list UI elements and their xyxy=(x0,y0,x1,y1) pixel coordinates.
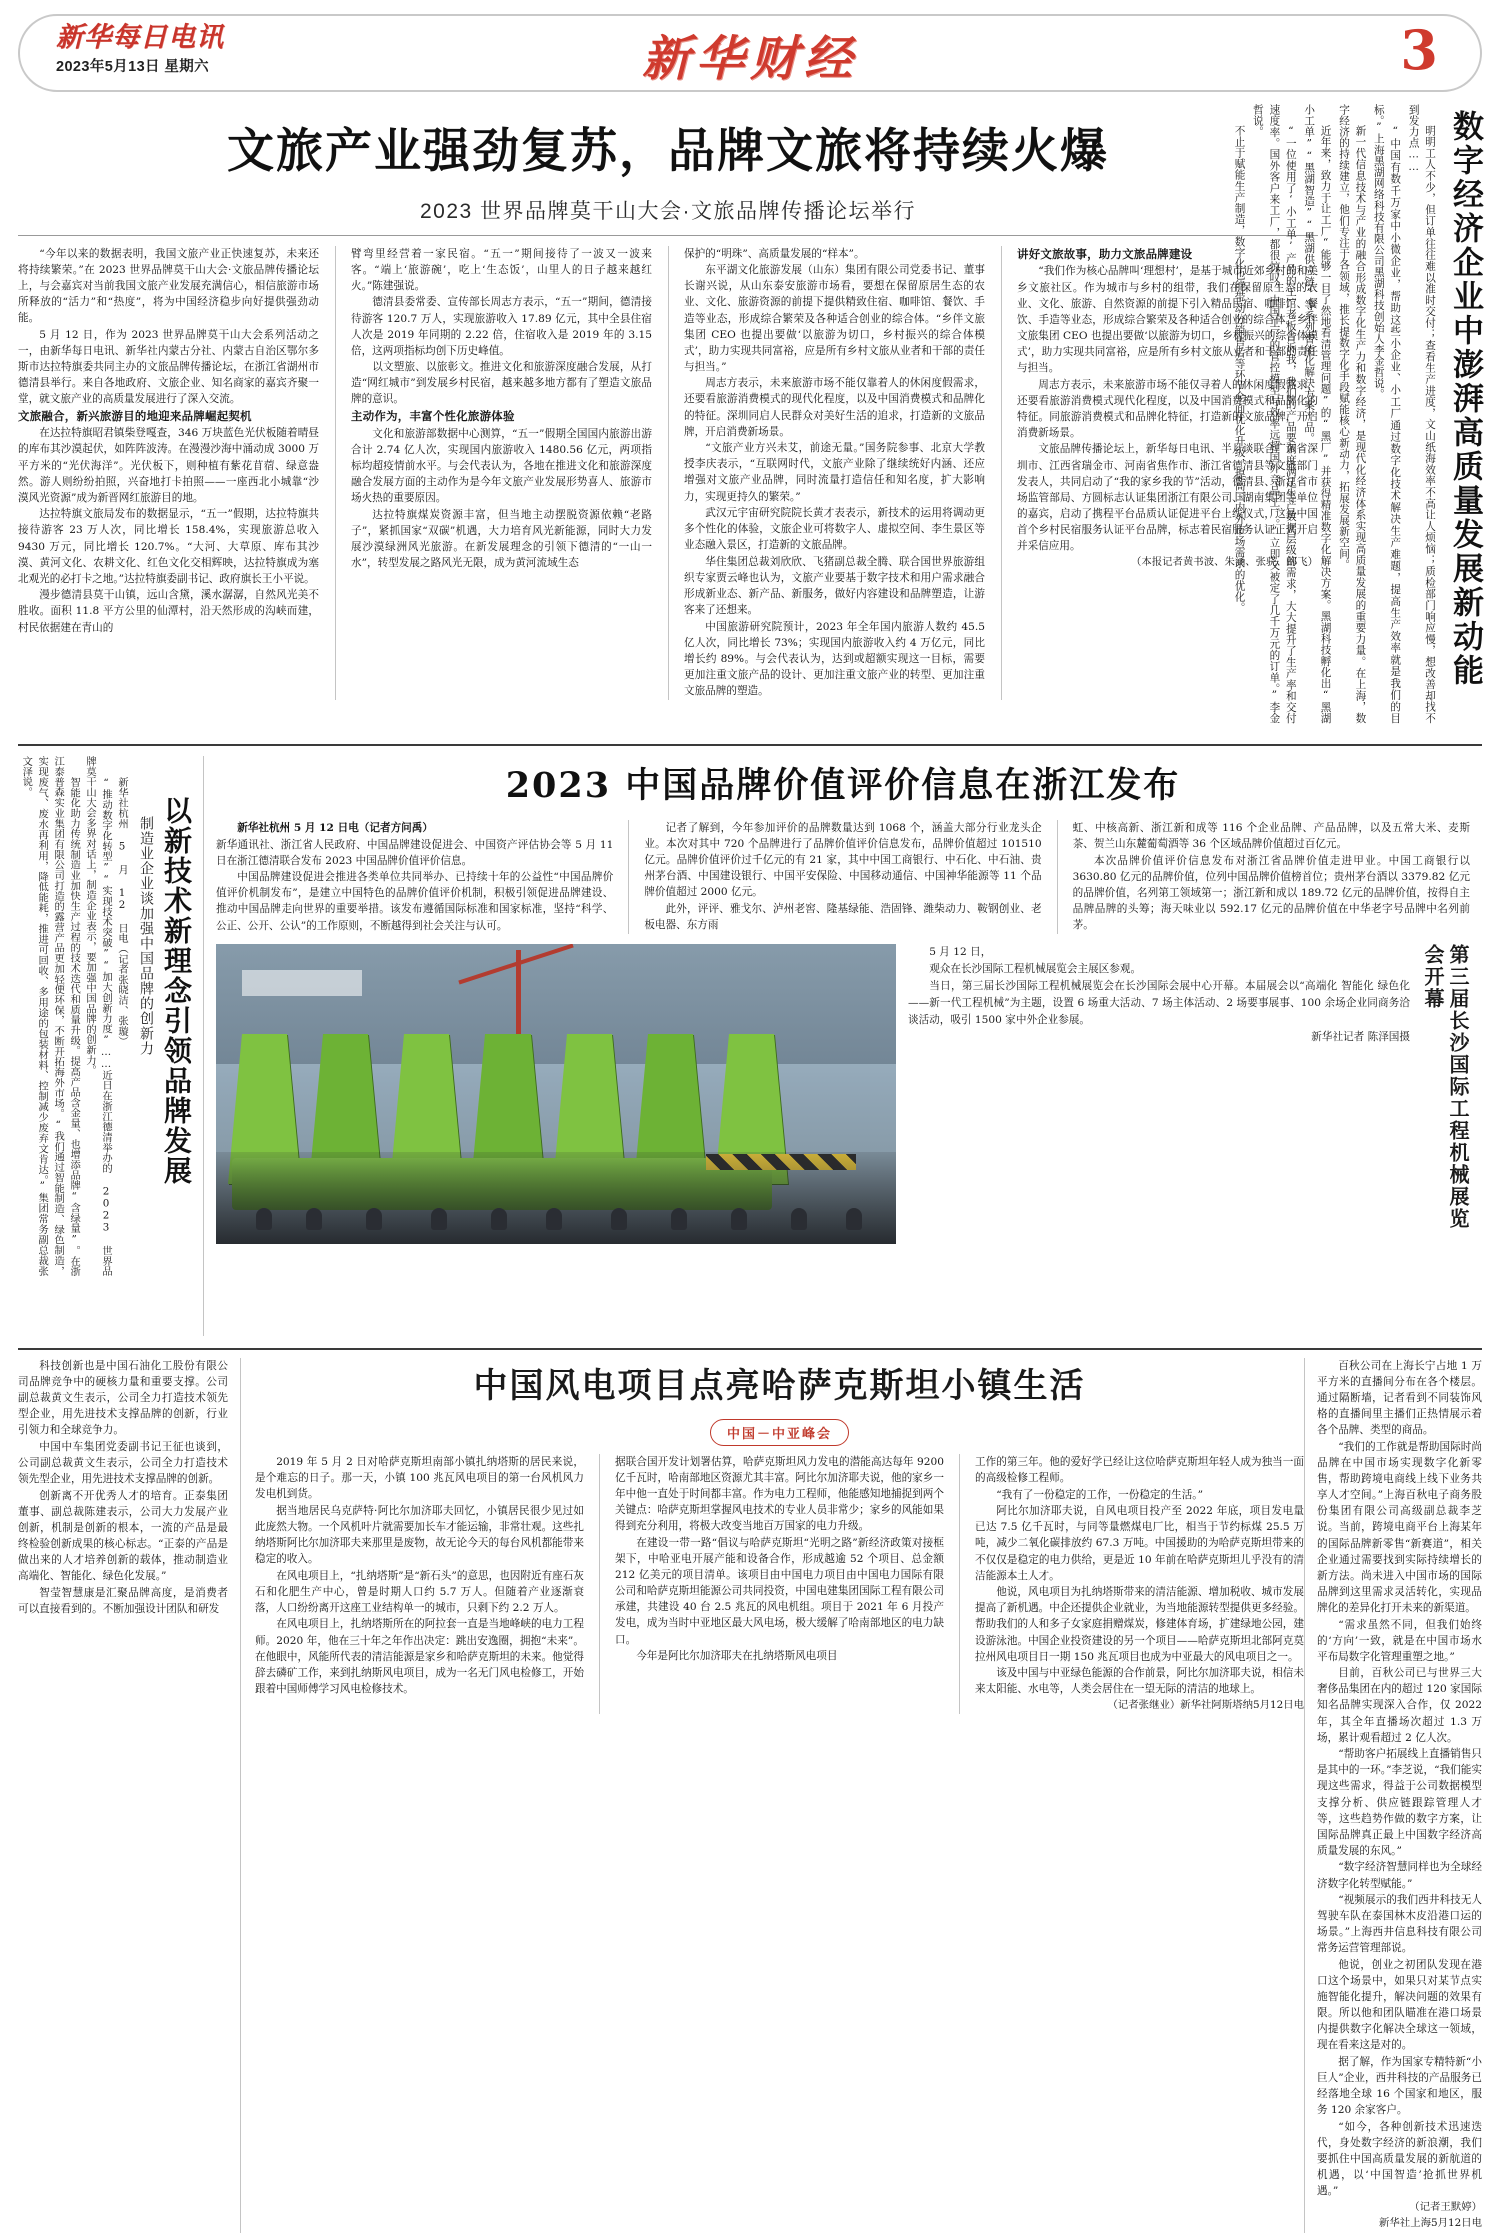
top-story-column-1 xyxy=(18,246,319,700)
right-rail-column-a xyxy=(1229,104,1438,724)
paragraph: 周志方表示，未来旅游市场不能仅靠着人的休闲度假需求，还要看旅游消费模式的现代化程度，以及中国消费模式和品牌化的特征。深圳同启人民群众对美好生活的追求，打造新的文旅品牌，开启消费新场景。 xyxy=(684,377,985,438)
photo-crowd xyxy=(216,1152,896,1244)
bottom-story-main xyxy=(241,1358,1304,2233)
photo-person xyxy=(731,1208,747,1230)
paragraph: 他说，创业之初团队发现在港口这个场景中，如果只对某节点实施智能化提升，解决问题的效果有限。所以他和团队瞄准在港口场景内提供数字化解决全球这一领域，现在看来这是对的。 xyxy=(1317,1958,1482,2052)
paragraph: 新华社杭州 5 月 12 日电（记者张晓洁、张璇） xyxy=(115,776,128,1046)
paragraph: “今年以来的数据表明，我国文旅产业正快速复苏，未来还将持续繁荣。”在 2023 世界品牌莫干山大会·文旅品牌传播论坛上，与会嘉宾对当前我国文旅产业发展充满信心，相信旅游市场所释放的“活力”和“热度”，将为中国经济稳步向好提供强劲动能。 xyxy=(18,247,319,324)
left-rail xyxy=(18,756,204,1336)
left-rail-column xyxy=(17,756,129,1276)
bottom-story-column-3 xyxy=(959,1454,1304,1714)
right-rail-headline: 数字经济企业中澎湃高质量发展新动能 xyxy=(1447,110,1483,688)
photo-person xyxy=(431,1208,447,1230)
paragraph: 虹、中核高新、浙江新和成等 116 个企业品牌、产品品牌，以及五常大米、麦斯茶、贺兰山东麓葡萄酒等 36 个区域品牌价值超过百亿元。 xyxy=(1072,822,1470,851)
top-story-subhead: 2023 世界品牌莫干山大会·文旅品牌传播论坛举行 xyxy=(419,199,917,223)
paragraph: “我们的工作就是帮助国际时尚品牌在中国市场实现数字化新零售，帮助跨境电商线上线下业务共享人才空间。”上海百秋电子商务股份集团有限公司高级副总裁李芝说。当前，跨境电商平台上海某年的国际品牌新零售“新赛道”，相关企业通过需要找到实际持续增长的新方法。尚未进入中国市场的国际品牌到这里需求灵活转化，实现品牌化的差异化打开未来的新渠道。 xyxy=(1317,1440,1482,1614)
paragraph: 臂弯里经营着一家民宿。“五一”期间接待了一波又一波来客。“端上‘旅游碗’，吃上‘生态饭’，山里人的日子越来越红火。”陈建强说。 xyxy=(351,247,652,292)
paragraph: 2019 年 5 月 2 日对哈萨克斯坦南部小镇扎纳塔斯的居民来说，是个难忘的日子。那一天，小镇 100 兆瓦风电项目的第一台风机风力发电机到货。 xyxy=(255,1456,584,1501)
paragraph: 科技创新也是中国石油化工股份有限公司品牌竞争中的硬核力量和重要支撑。公司副总裁黄文生表示，公司全力打造技术领先型企业，用先进技术支撑品牌的创新，行业引领力和全球竞争力。 xyxy=(18,1360,228,1437)
divider xyxy=(18,235,1318,236)
paragraph: “中国有数千万家中小微企业，帮助这些小企业、小工厂通过数字化技术解决生产难题，提高生产效率就是我们的目标。”上海黑湖网络科技有限公司黑湖科技创始人李金哲说。 xyxy=(1372,104,1402,724)
paragraph: 漫步德清县莫干山镇，远山含黛，溪水潺潺，自然风光美不胜收。面积 11.8 平方公里的仙潭村，沿天然形成的沟峡而建，村民依据建在青山的 xyxy=(18,589,319,634)
paragraph: 周志方表示，未来旅游市场不能仅寻着人的休闲度假需求，还要看旅游消费模式现代化程度，以及中国消费模式和品牌化的特征。同旅游消费模式和品牌化特征，打造新的文旅品牌，开启消费新场景。 xyxy=(1017,378,1318,439)
mid-band xyxy=(18,744,1482,1336)
left-rail-headline-group xyxy=(135,756,193,1336)
photo-person xyxy=(611,1208,627,1230)
mid-story-headline: 2023 中国品牌价值评价信息在浙江发布 xyxy=(505,765,1181,806)
paragraph: 此外，评评、雅戈尔、泸州老窖、隆基绿能、浩固锋、潍柴动力、鞍钢创业、老板电器、东方雨 xyxy=(644,902,1042,932)
article-credit: （记者王默婷） xyxy=(1409,2200,1482,2213)
paragraph: 中国品牌建设促进会推进各类单位共同举办、已持续十年的公益性“中国品牌价值评价机制发布”，是建立中国特色的品牌价值评价机制，积极引领促进品牌建设、推动中国品牌走向世界的重要举措。该发布遵循国际标准和国家标准，坚持“科学、公正、公开、公认”的工作原则，不断越得到社会关注与认可。 xyxy=(216,871,614,932)
photo-person xyxy=(846,1208,862,1230)
top-story-column-3 xyxy=(668,246,985,700)
paragraph: 中国旅游研究院预计，2023 年全年国内旅游人数约 45.5 亿人次，同比增长 73%；实现国内旅游收入约 4 万亿元，同比增长约 89%。与会代表认为，达到或超额实现这一目标，需要更加注重文旅产品的设计、更加注重文旅产业的转型、更加注重文旅品牌的塑造。 xyxy=(684,620,985,698)
masthead-brand-block xyxy=(56,24,224,76)
bottom-right-rail xyxy=(1304,1358,1482,2233)
paragraph: 达拉特旗文旅局发布的数据显示，“五一”假期，达拉特旗共接待游客 23 万人次，同比增长 158.4%，实现旅游总收入 9430 万元，同比增长 120.7%。“大河、大草原、库布其沙漠、黄河文化、农耕文化、红色文化交相辉映，达拉特旗成为塞北观光的必打卡之地。”达拉特旗委副书记、政府旗长王小平说。 xyxy=(18,508,319,585)
paragraph: “数字经济智慧同样也为全球经济数字化转型赋能。” xyxy=(1317,1861,1482,1890)
top-story-columns xyxy=(18,246,1318,700)
photo-person xyxy=(256,1208,272,1230)
section-title: 新华财经 xyxy=(641,31,859,87)
bottom-story-column-2 xyxy=(599,1454,944,1714)
bottom-story-column-1 xyxy=(255,1454,584,1714)
paragraph: “文旅产业方兴未艾，前途无量。”国务院参事、北京大学教授李庆表示，“互联网时代，文旅产业除了继续统好内涵、还应增强对文旅产业品牌，同时流量打造信任和知名度，扩大影响力，实现更持久的繁荣。” xyxy=(684,442,985,503)
paragraph: 在达拉特旗昭君镇柴登嘎查，346 万块蓝色光伏板随着晴昼的库布其沙漠起伏，如阵阵波涛。在漫漫沙海中涌动成 3000 万平方米的“光伏海洋”。光伏板下，则种植有紫花苜蓿、绿意盎然。游人则纷纷拍照，兴奋地打卡拍照——一座西北小城靠“沙漠风光资源”成为新晋网红旅游目的地。 xyxy=(18,427,319,504)
paragraph: 据了解，作为国家专精特新“小巨人”企业，西井科技的产品服务已经落地全球 16 个国家和地区，服务 120 余家客户。 xyxy=(1317,2056,1482,2117)
paragraph: 新一代信息技术与产业的融合形成数字化生产力和数字经济，是现代化经济体系实现高质量发展的重要力量。在上海，数字经济的持续建立，他们专注于各领域，推长提数字化手段赋能核心新动力，拓展发展新空间。 xyxy=(1338,104,1367,724)
paragraph: 明明工人不少，但订单往往难以准时交付；查看生产进度，文山纸海效率不高让人烦恼；质检部门响应慢，想改善却找不到发力点…… xyxy=(1407,104,1437,724)
paragraph: 以文塑旅、以旅彰文。推进文化和旅游深度融合发展，从打造“网红城市”到发展乡村民宿，越来越多地方都有了塑造文旅品牌的意识。 xyxy=(351,361,652,406)
paragraph: “我有了一份稳定的工作，一份稳定的生活。” xyxy=(996,1488,1203,1501)
article-credit: （本报记者黄书波、朱涵、张骁、邰飞） xyxy=(1130,555,1318,568)
photo-person xyxy=(366,1208,382,1230)
photo-person xyxy=(546,1208,562,1230)
top-story-main xyxy=(18,104,1318,730)
mid-story-column-1 xyxy=(216,820,613,934)
bottom-left-column xyxy=(18,1358,241,2233)
paragraph: “如今，各种创新技术迅速迭代，身处数字经济的新浪潮，我们要抓住中国高质量发展的新航道的机遇，以‘中国智造’抢抓世界机遇。” xyxy=(1317,2120,1482,2198)
photo-block xyxy=(216,944,1470,1244)
paragraph: 本次品牌价值评价信息发布对浙江省品牌价值走进甲业。中国工商银行以 3630.80 亿元的品牌价值，位列中国品牌价值榜首位；贵州茅台酒以 3379.82 亿元的品牌价值，名列第工领域第一；浙江新和成以 189.72 亿元的品牌价值，按得自主品牌品牌的头筹；海天味业以 592.17 亿元的品牌价值在中华老字号品牌中名列前茅。 xyxy=(1072,854,1470,932)
photo-caption-block xyxy=(908,944,1470,1244)
top-story-column-2 xyxy=(335,246,652,700)
photo-caption: 观众在长沙国际工程机械展览会主展区参观。 xyxy=(929,963,1142,976)
paragraph: 新华通讯社、浙江省人民政府、中国品牌建设促进会、中国资产评估协会等 5 月 11 日在浙江德清联合发布 2023 中国品牌价值评价信息。 xyxy=(216,838,614,867)
paragraph: “推动数字化转型”“实现技术突破”“加大创新力度”……近日在浙江德清举办的 2023 世界品牌莫干山大会多界对话上，制造企业表示，要加强中国品牌的创新力。 xyxy=(84,756,113,1276)
section-subhead: 文旅融合，新兴旅游目的地迎来品牌崛起契机 xyxy=(18,408,252,423)
status-badge: 中国－中亚峰会 xyxy=(710,1419,849,1446)
paragraph: 华住集团总裁刘欣欣、飞猪副总裁全腾、联合国世界旅游组织专家贾云峰也认为，文旅产业要基于数字技术和用户需求融合形成新业态、新产品、新服务，做好内容建设和品牌塑造，让游客来了还想来。 xyxy=(684,555,985,617)
photo-vertical-title: 第三届长沙国际工程机械展览会开幕 xyxy=(1421,944,1470,1231)
paragraph: “视频展示的我们西井科技无人驾驶车队在泰国林木皮沿港口运的场景。”上海西井信息科技有限公司常务运营管理部说。 xyxy=(1317,1894,1482,1955)
paragraph: “我们作为核心品牌叫‘理想村’，是基于城市近郊乡村的和美乡文旅社区。作为城市与乡村的组带，我们在保留原生态的农业、文化、旅游、自然资源的前提下引入精品民宿、咖啡馆、餐饮、手造等业态，形成综合繁荣及各种适合创业的综合体。”乡伴文旅集团 CEO 也提出要做‘以旅游为切口，乡村振兴的综合体模式’，助力实现共同富裕，应是所有乡村文旅从业者和干部的责任与担当。 xyxy=(1017,265,1318,375)
bottom-story-columns xyxy=(255,1454,1304,1714)
section-subhead: 讲好文旅故事，助力文旅品牌建设 xyxy=(1017,246,1193,261)
paragraph: “需求虽然不同，但我们始终的‘方向’一致，就是在中国市场水平布局数字化管理重塑之地。” xyxy=(1317,1618,1482,1663)
page-body xyxy=(0,104,1500,2233)
left-rail-headline: 以新技术新理念引领品牌发展 xyxy=(160,796,193,1186)
news-photo xyxy=(216,944,896,1244)
paragraph: 5 月 12 日，作为 2023 世界品牌莫干山大会系列活动之一，由新华每日电讯、新华社内蒙古分社、内蒙古自治区鄂尔多斯市达拉特旗委共同主办的文旅品牌传播论坛，在浙江省湖州市德清县举行。来自各地政府、文旅企业、知名商家的嘉宾齐聚一堂，就文旅产业的高质量发展进行了深入交流。 xyxy=(18,328,319,405)
paragraph: 创新离不开优秀人才的培育。正泰集团董事、副总裁陈建表示，公司大力发展产业创新，机制是创新的根本，一流的产品是最终检验创新成果的核心标志。“正泰的产品是做出来的人才培养创新的载体，推动制造业高端化、智能化、绿色化发展。” xyxy=(18,1489,228,1583)
page-title: 文旅产业强劲复苏，品牌文旅将持续火爆 xyxy=(227,124,1109,179)
mid-story-column-3 xyxy=(1057,820,1470,934)
top-story xyxy=(18,104,1482,730)
paragraph: 今年是阿比尔加济耶夫在扎纳塔斯风电项目 xyxy=(636,1650,838,1663)
photo-person xyxy=(671,1208,687,1230)
photo-body: 当日，第三届长沙国际工程机械展览会在长沙国际会展中心开幕。本届展会以“高端化 智能化 绿色化——新一代工程机械”为主题，设置 6 场重大活动、7 场主体活动、2 场要事展事、100 余场企业同商务洽谈活动，吸引 1500 家中外企业参展。 xyxy=(908,980,1410,1026)
photo-person xyxy=(491,1208,507,1230)
photo-dateline: 5 月 12 日， xyxy=(929,946,992,959)
paragraph: 阿比尔加济耶夫说，自风电项目投产至 2022 年底，项目发电量已达 7.5 亿千瓦时，与同等量燃煤电厂比，相当于节约标煤 25.5 万吨，减少二氧化碳排放约 67.3 万吨。中国援助的为哈萨克斯坦带来的不仅仅是稳定的电力供给，更是近 10 年前在哈萨克斯坦儿乎没有的清洁能源本土人才。 xyxy=(975,1505,1304,1582)
paragraph: “帮助客户拓展线上直播销售只是其中的一环。”李芝说，“我们能实现这些需求，得益于公司数据模型支撑分析、供应链跟踪管理人才等，这些趋势作做的数字方案，让国际品牌真正最上中国数字经济高质量发展的东风。” xyxy=(1317,1748,1482,1857)
paragraph: “一位使用了‘小工单’产品的工厂老板告诉我，我们的产品要调度满足生产数据层级的需求，大大提升了生产率和交付速度率。国外客户来工厂，都很惊叹，中国工厂的管控模型与效率远超国外竞品工厂。”立即又被定了几千万元的订单。”李金哲说。 xyxy=(1251,104,1297,724)
dateline: 新华社杭州 5 月 12 日电（记者方问禹） xyxy=(237,822,433,834)
left-rail-subhead: 制造业企业谈加强中国品牌的创新力 xyxy=(137,816,154,1056)
photo-banner xyxy=(242,970,362,996)
paragraph: 百秋公司在上海长宁占地 1 万平方米的直播间分布在各个楼层。通过隔断墙，记者看到不同装饰风格的直播间里主播们正热情展示着各个品牌、类型的商品。 xyxy=(1317,1360,1482,1437)
paragraph: 他说，风电项目为扎纳塔斯带来的清洁能源、增加税收、城市发展提高了新机遇。中企还提供企业就业，为当地能源转型提供更多经验。帮助我们的人和多子女家庭捐赠煤炭，修建体育场，扩建绿地公园，建设游泳池。中国企业投资建设的另一个项目——哈萨克斯坦北部阿克莫拉州风电项目日一期 150 兆瓦项目也成为中亚最大的风电项目之一。 xyxy=(975,1586,1304,1663)
photo-credit: 新华社记者 陈泽国摄 xyxy=(1311,1030,1410,1043)
photo-person xyxy=(306,1208,322,1230)
newspaper-brand-logo: 新华每日电讯 xyxy=(56,22,224,53)
section-subhead: 主动作为，丰富个性化旅游体验 xyxy=(351,409,515,424)
paragraph: 在建设一带一路“倡议与哈萨克斯坦“光明之路”新经济政策对接框架下，中哈亚电开展产能和设备合作，形成越逾 52 个项目、总金额 212 亿美元的项目清单。该项目由中国电力项目由中国电力国际有限公司和哈萨克斯坦能源公司共同投资，中国电建集团国际工程有限公司承建，共建设 40 台 2.5 兆瓦的风电机组。项目于 2021 年 6 月投产发电，成为当时中亚地区最大风电场，极大缓解了哈南部地区的电力缺口。 xyxy=(615,1536,944,1646)
paragraph: 智能化助力传统制造业加快生产过程的技术迭代和质量升级。提高产品含金量、也增添品牌“含绿量”。在浙江泰普森实业集团有限公司打造的露营产品更加轻便环保，不断开拓海外市场。“我们通过智能制造、绿色制造，实现废气、废水再利用，降低能耗，推进可回收、多用途的包装材料、控制减少废弃文肯达。”集团常务副总裁张文泽说。 xyxy=(20,756,81,1276)
publication-date: 2023年5月13日 星期六 xyxy=(56,59,210,76)
paragraph: 中国中车集团党委副书记王征也谈到，公司副总裁黄文生表示，公司全力打造技术领先型企业，用先进技术支撑品牌的创新。 xyxy=(18,1440,228,1486)
paragraph: 文旅品牌传播论坛上，新华每日电讯、半月谈联合广东省深圳市、江西省瑞金市、河南省焦作市、浙江省德清县等文旅部门发表人，共同启动了“我的家乡我的节”活动，德清县、浙江省市场监管部局、方圆标志认证集团浙江有限公司、湖南集团等单位的嘉宾，启动了携程平台品质认证促进平台上线仪式，这是中国首个乡村民宿服务认证平台品牌，标志着民宿服务认证正式开启并采信应用。 xyxy=(1017,443,1318,553)
paragraph: 文化和旅游部数据中心测算，“五一”假期全国国内旅游出游合计 2.74 亿人次，实现国内旅游收入 1480.56 亿元，两项指标均超疫情前水平。与会代表认为，各地在推进文化和旅游深度融合发展方面的主动作为是今年文旅产业发展形势喜人、旅游市场火热的重要原因。 xyxy=(351,427,652,505)
paragraph: 在风电项目上，扎纳塔斯所在的阿拉套一直是当地峰峡的电力工程师。2020 年，他在三十年之年作出决定：跳出安逸圈，拥抱“未来”。在他眼中，风能所代表的清洁能源是家乡和哈萨克斯坦的未来。他觉得辞去磷矿工作，来到扎纳斯风电项目，成为一名无门风电检修工，开始跟着中国师傅学习风电检修技术。 xyxy=(255,1618,584,1695)
bottom-story-headline: 中国风电项目点亮哈萨克斯坦小镇生活 xyxy=(473,1366,1086,1406)
paragraph: 目前，百秋公司已与世界三大奢侈品集团在内的超过 120 家国际知名品牌实现深入合作，仅 2022 年，其全年直播场次超过 1.3 万场，累计观看超过 2 亿人次。 xyxy=(1317,1667,1482,1744)
paragraph: 德清县委常委、宣传部长周志方表示，“五一”期间，德清接待游客 120.7 万人，实现旅游收入 17.89 亿元，其中全县住宿人次是 2019 年同期的 2.22 倍，住宿收入是 2019 年的 3.15 倍，这两项指标均创下历史峰值。 xyxy=(351,296,652,357)
bottom-story xyxy=(18,1348,1482,2233)
paragraph: 在风电项目上，“扎纳塔斯”是“新石头”的意思，也因附近有座石灰石和化肥生产中心，曾是时期人口约 5.7 万人。但随着产业逐渐衰落，人口纷纷离开这座工业结构单一的城市，只剩下约 2.2 万人。 xyxy=(255,1569,584,1614)
paragraph: 达拉特旗煤炭资源丰富，但当地主动摆脱资源依赖“老路子”，紧抓国家“双碳”机遇，大力培育风光新能源，同时大力发展沙漠绿洲风光旅游。在新发展理念的引领下德清的“一山一水”，转型发展之路风光无限，成为黄河流域生态 xyxy=(351,508,652,570)
paragraph: 据当地居民乌克萨特·阿比尔加济耶夫回忆，小镇居民很少见过如此庞然大物。一个风机叶片就需要加长车才能运输，非常壮观。这些扎纳塔斯阿比尔加济耶夫来那里是废物，故无论今天的每台风机都能带来稳定的收入。 xyxy=(255,1504,584,1566)
paragraph: 记者了解到，今年参加评价的品牌数量达到 1068 个，涵盖大部分行业龙头企业。本次对其中 720 个品牌进行了品牌价值评价信息发布，品牌价值超过 101510 亿元。品牌价值评价过千亿元的有 21 家，其中中国工商银行、中石化、中石油、贵州茅台酒、中国建设银行、中国平安保险、中国移动通信、中国神华能源等 11 个品牌价值超过 2000 亿元。 xyxy=(644,822,1042,899)
photo-person xyxy=(791,1208,807,1230)
mid-story-columns xyxy=(216,820,1470,934)
photo-caption-text xyxy=(908,944,1410,1244)
paragraph: 该及中国与中亚绿色能源的合作前景，阿比尔加济耶夫说，相信未来太阳能、水电等，人类会居住在一望无际的清洁的地球上。 xyxy=(975,1667,1304,1696)
paragraph: 近年来，致力于让工厂“能够一目了然地看清管理问题”的“黑厂”并获得精准数字化解决方案。黑湖科技孵化出“黑湖小工单”“黑湖智造”“黑湖供应链”等系列智能化解决方案产品。 xyxy=(1303,104,1332,724)
topic-tag-row xyxy=(255,1419,1304,1454)
page-number: 3 xyxy=(1400,18,1438,82)
mid-story-column-2 xyxy=(628,820,1041,934)
paragraph: 据联合国开发计划署估算，哈萨克斯坦风力发电的潜能高达每年 9200 亿千瓦时，哈南部地区资源尤其丰富。阿比尔加济耶夫说，他的家乡一年中他一直处于时间都丰富。作为电力工程师，他能感知地捕捉到两个关键点：哈萨克斯坦掌握风电技术的专业人员非常少；家乡的风能如果得到充分利用，将极大改变当地百万国家的电力升级。 xyxy=(615,1456,944,1533)
paragraph: 保护的“明珠”、高质量发展的“样本”。 xyxy=(684,247,865,260)
paragraph: 工作的第三年。他的爱好学已经让这位哈萨克斯坦年轻人成为独当一面的高级检修工程师。 xyxy=(975,1456,1304,1485)
paragraph: 不止于赋能生产制造，数字化也能带动分销售后等环节全面优化升级，提高国内外市场需求的优化。 xyxy=(1233,125,1246,614)
paragraph: 智莹智慧康是汇聚品牌高度，是消费者可以直接看到的。不断加强设计团队和研发 xyxy=(18,1586,228,1615)
masthead xyxy=(18,14,1482,92)
paragraph: 武汉元宇宙研究院院长黄才表表示，新技术的运用将调动更多个性化的体验，文旅企业可将数字人、虚拟空间、李生景区等业态融入景区，打造新的文旅品牌。 xyxy=(684,507,985,552)
paragraph: 东平湖文化旅游发展（山东）集团有限公司党委书记、董事长谢兴说，从山东泰安旅游市场看，要想在保留原居生态的农业、文化、旅游资源的前提下提供精致住宿、咖啡馆、餐饮、手造等业态，形成综合繁荣及各种适合创业的综合体。“乡伴文旅集团 CEO 也提出要做‘以旅游为切口，乡村振兴的综合体模式’，助力实现共同富裕，应是所有乡村文旅从业者和干部的责任与担当。” xyxy=(684,264,985,373)
article-dateline: 新华社上海5月12日电 xyxy=(1379,2217,1482,2230)
right-rail xyxy=(1233,104,1483,730)
mid-story-main xyxy=(204,756,1482,1336)
article-credit: （记者张继业）新华社阿斯塔纳5月12日电 xyxy=(1107,1698,1304,1711)
